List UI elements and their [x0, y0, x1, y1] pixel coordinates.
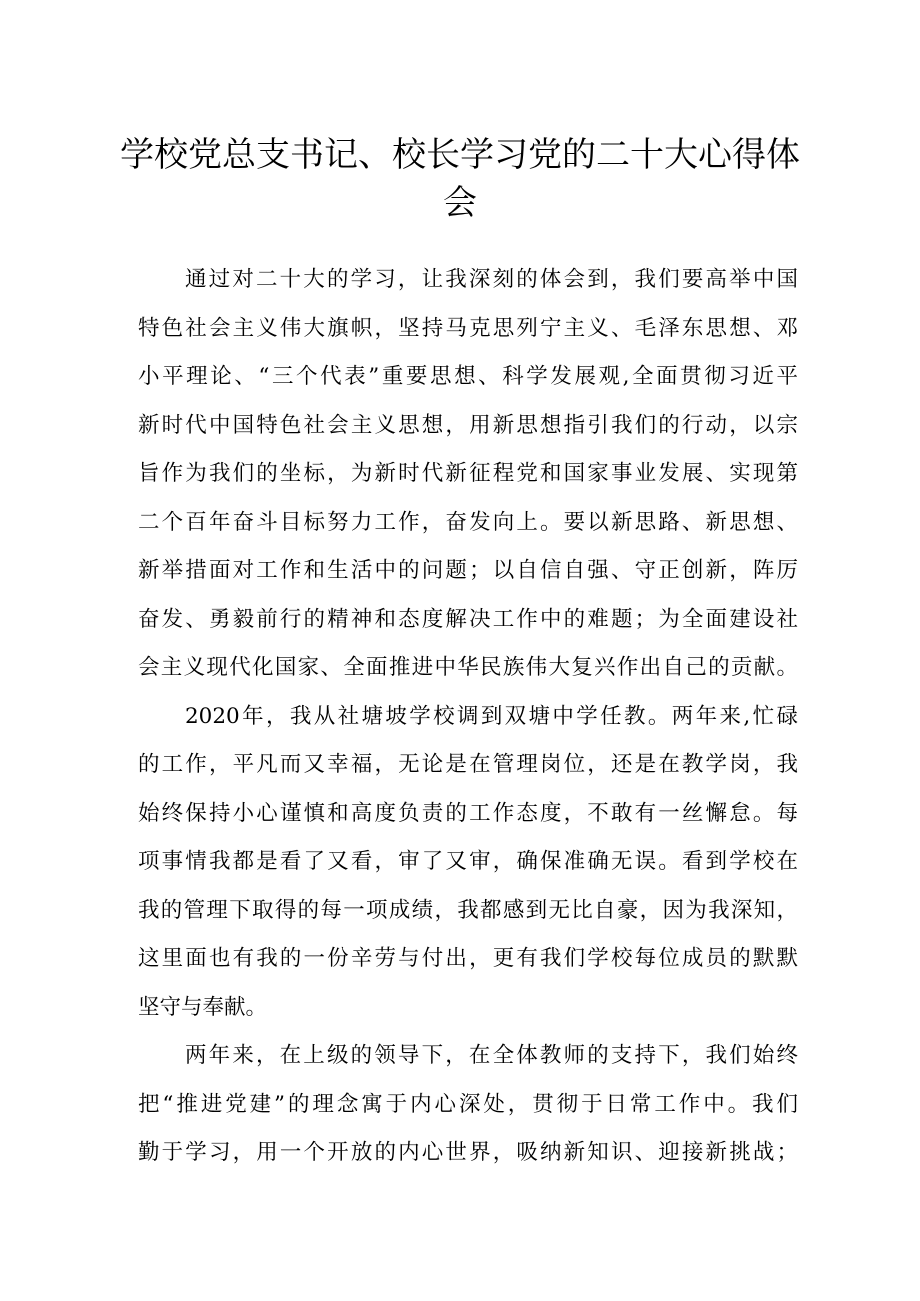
text-line: 二个百年奋斗目标努力工作，奋发向上。要以新思路、新思想、 — [138, 509, 798, 535]
text-line: 我的管理下取得的每一项成绩，我都感到无比自豪，因为我深知， — [138, 897, 798, 923]
title-line: 会 — [443, 183, 477, 223]
text-line: 特色社会主义伟大旗帜，坚持马克思列宁主义、毛泽东思想、邓 — [138, 315, 798, 341]
text-line: 旨作为我们的坐标，为新时代新征程党和国家事业发展、实现第 — [138, 461, 798, 486]
title-line: 学校党总支书记、校长学习党的二十大心得体 — [120, 135, 800, 175]
paragraph-1 — [138, 256, 798, 693]
document-title — [120, 131, 800, 227]
text-line: 奋发、勇毅前行的精神和态度解决工作中的难题；为全面建设社 — [138, 606, 798, 632]
text-line: 新举措面对工作和生活中的问题；以自信自强、守正创新，阵厉 — [138, 558, 798, 583]
paragraph-2 — [138, 693, 798, 1033]
text-line: 2020年，我从社塘坡学校调到双塘中学任教。两年来,忙碌 — [185, 703, 798, 729]
text-line: 这里面也有我的一份辛劳与付出，更有我们学校每位成员的默默 — [138, 946, 798, 971]
text-line: 坚守与奉献。 — [138, 994, 268, 1020]
paragraph-3 — [138, 1032, 798, 1178]
text-line: 始终保持小心谨慎和高度负责的工作态度，不敢有一丝懈怠。每 — [138, 800, 798, 826]
text-line: 两年来，在上级的领导下，在全体教师的支持下，我们始终 — [185, 1043, 798, 1068]
text-line: 的工作，平凡而又幸福，无论是在管理岗位，还是在教学岗，我 — [138, 752, 798, 777]
document-body — [138, 256, 798, 1178]
text-line: 小平理论、“三个代表”重要思想、科学发展观,全面贯彻习近平 — [138, 364, 798, 389]
text-line: 新时代中国特色社会主义思想，用新思想指引我们的行动，以宗 — [138, 412, 798, 438]
text-line: 勤于学习，用一个开放的内心世界，吸纳新知识、迎接新挑战； — [138, 1140, 798, 1165]
text-line: 会主义现代化国家、全面推进中华民族伟大复兴作出自己的贡献。 — [138, 655, 798, 680]
text-line: 把“推进党建”的理念寓于内心深处，贯彻于日常工作中。我们 — [138, 1091, 798, 1117]
text-line: 通过对二十大的学习，让我深刻的体会到，我们要高举中国 — [185, 267, 798, 292]
text-line: 项事情我都是看了又看，审了又审，确保准确无误。看到学校在 — [138, 849, 798, 874]
